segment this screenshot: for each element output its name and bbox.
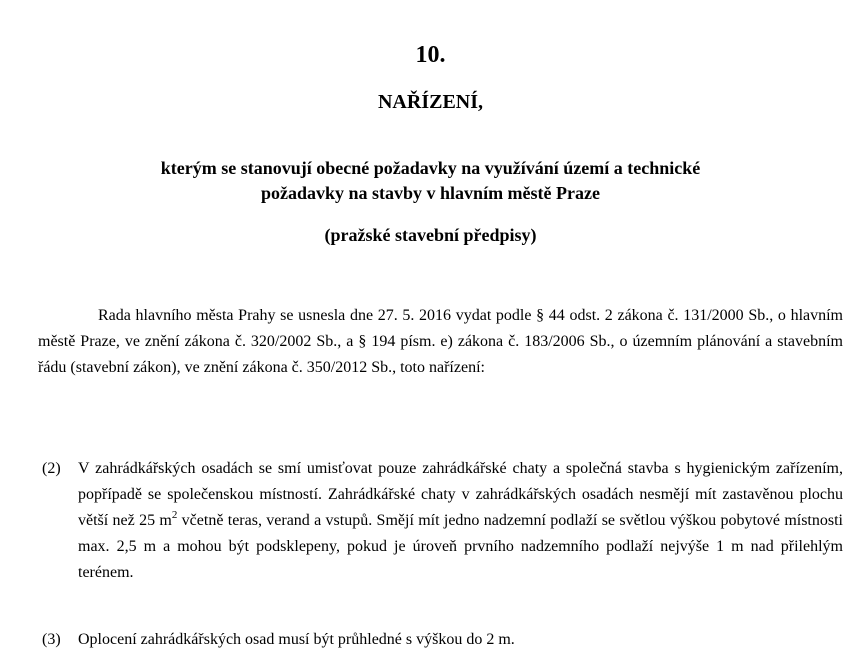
list-item	[38, 627, 843, 653]
item-number: (3)	[42, 631, 61, 648]
subtitle-line-1: kterým se stanovují obecné požadavky na využívání území a technické	[160, 158, 701, 178]
short-name: (pražské stavební předpisy)	[324, 225, 537, 245]
item-text-part: V zahrádkářských osadách se smí umisťovat pouze zahrádkářské chaty a společná stavba s hygienickým zařízením, popřípadě se společenskou místností. Zahrádkářské chaty v zahrádkářských osadách nesmějí mít zastavěnou plochu větší než 25 m	[78, 460, 843, 529]
item-text-part: včetně teras, verand a vstupů. Smějí mít jedno nadzemní podlaží se světlou výškou pobytové místnosti max. 2,5 m a mohou být podsklepeny, pokud je úroveň prvního nadzemního podlaží nejvýše 1 m nad přilehlým terénem.	[78, 512, 843, 581]
subtitle-line-2: požadavky na stavby v hlavním městě Praze	[261, 183, 600, 203]
intro-paragraph	[38, 303, 843, 381]
document-title: NAŘÍZENÍ,	[377, 91, 484, 113]
list-item	[38, 456, 843, 586]
item-text: Oplocení zahrádkářských osad musí být průhledné s výškou do 2 m.	[78, 631, 515, 648]
item-number: (2)	[42, 460, 61, 477]
item-text	[78, 456, 843, 586]
document-subtitle	[0, 156, 861, 206]
intro-text: Rada hlavního města Prahy se usnesla dne 27. 5. 2016 vydat podle § 44 odst. 2 zákona č. 131/2000 Sb., o hlavním městě Praze, ve znění zákona č. 320/2002 Sb., a § 194 písm. e) zákona č. 183/2006 Sb., o územním plánování a stavebním řádu (stavební zákon), ve znění zákona č. 350/2012 Sb., toto nařízení:	[38, 307, 843, 376]
regulation-number: 10.	[415, 42, 446, 68]
superscript: 2	[171, 509, 178, 521]
